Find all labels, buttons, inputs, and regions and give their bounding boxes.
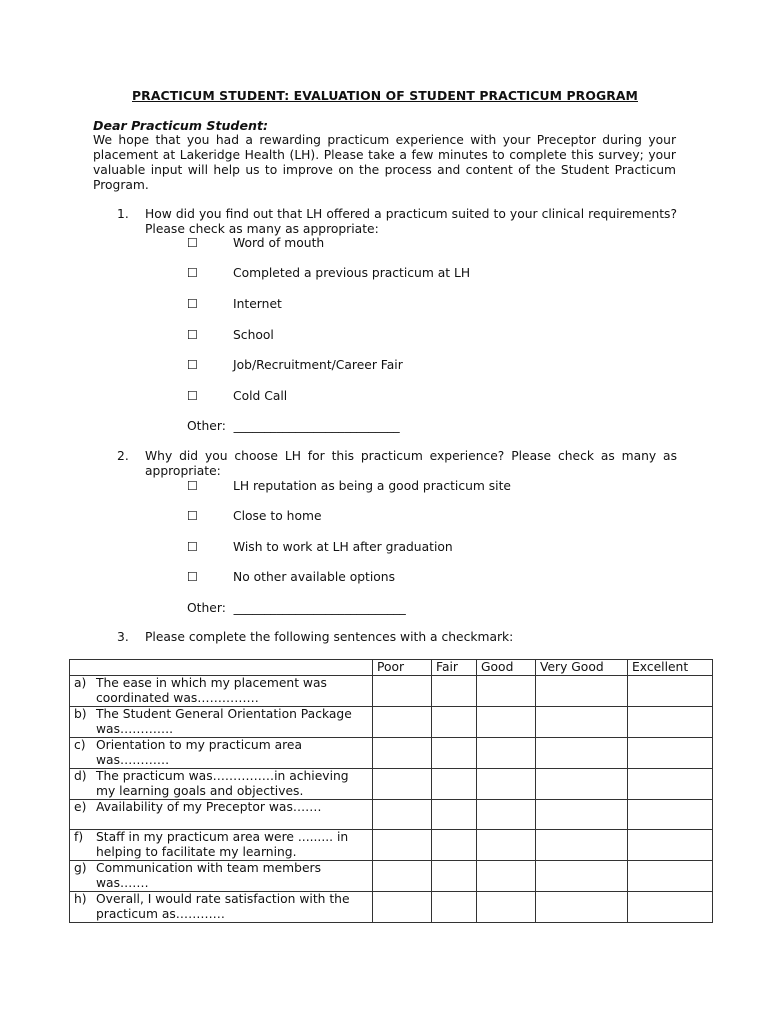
option-label: Cold Call [233, 389, 288, 403]
header-blank [70, 660, 373, 676]
option-label: School [233, 328, 274, 342]
q2-option[interactable] [187, 570, 395, 585]
rating-cell-fair[interactable] [432, 707, 477, 738]
option-label: Job/Recruitment/Career Fair [233, 358, 403, 372]
q2-option[interactable] [187, 479, 511, 494]
row-letter: g) [74, 861, 87, 875]
rating-cell-very-good[interactable] [536, 769, 628, 800]
question-text: How did you find out that LH offered a practicum suited to your clinical requirements? Please check as many as appropriate: [145, 207, 677, 236]
rating-cell-good[interactable] [477, 676, 536, 707]
row-text: Availability of my Preceptor was……. [96, 800, 322, 814]
rating-cell-good[interactable] [477, 892, 536, 923]
rating-cell-fair[interactable] [432, 830, 477, 861]
table-row [70, 707, 713, 738]
question-number: 1. [117, 207, 129, 221]
checkbox-icon[interactable]: ☐ [187, 236, 199, 250]
rating-cell-poor[interactable] [373, 769, 432, 800]
row-text: The Student General Orientation Package was…………. [96, 707, 352, 736]
option-label: Word of mouth [233, 236, 325, 250]
row-letter: f) [74, 830, 84, 844]
option-label: Close to home [233, 509, 322, 523]
table-row [70, 676, 713, 707]
rating-cell-good[interactable] [477, 738, 536, 769]
rating-cell-fair[interactable] [432, 800, 477, 830]
row-letter: d) [74, 769, 87, 783]
header-poor: Poor [373, 660, 432, 676]
q2-option[interactable] [187, 540, 453, 555]
row-text: Overall, I would rate satisfaction with the practicum as………… [96, 892, 350, 921]
rating-cell-excellent[interactable] [628, 738, 713, 769]
q1-option[interactable] [187, 389, 287, 404]
option-label: Completed a previous practicum at LH [233, 266, 471, 280]
checkbox-icon[interactable]: ☐ [187, 358, 199, 372]
header-good: Good [477, 660, 536, 676]
rating-cell-good[interactable] [477, 830, 536, 861]
row-label [70, 861, 373, 892]
question-text: Why did you choose LH for this practicum experience? Please check as many as appropriate: [145, 449, 677, 478]
rating-cell-fair[interactable] [432, 769, 477, 800]
rating-cell-excellent[interactable] [628, 861, 713, 892]
rating-cell-fair[interactable] [432, 676, 477, 707]
checkbox-icon[interactable]: ☐ [187, 389, 199, 403]
row-label [70, 676, 373, 707]
checkbox-icon[interactable]: ☐ [187, 297, 199, 311]
row-label [70, 738, 373, 769]
row-text: Staff in my practicum area were ......... in helping to facilitate my learning. [96, 830, 349, 859]
rating-cell-very-good[interactable] [536, 861, 628, 892]
row-text: Orientation to my practicum area was………… [96, 738, 303, 767]
option-label: No other available options [233, 570, 396, 584]
rating-cell-very-good[interactable] [536, 738, 628, 769]
q1-option[interactable] [187, 236, 324, 251]
document-title: PRACTICUM STUDENT: EVALUATION OF STUDENT PRACTICUM PROGRAM [132, 88, 638, 103]
rating-cell-very-good[interactable] [536, 830, 628, 861]
rating-cell-very-good[interactable] [536, 707, 628, 738]
question-number: 3. [117, 630, 129, 644]
question-text: Please complete the following sentences with a checkmark: [145, 630, 514, 644]
q2-option[interactable] [187, 509, 322, 524]
row-label [70, 707, 373, 738]
header-very-good: Very Good [536, 660, 628, 676]
header-fair: Fair [432, 660, 477, 676]
question-3 [117, 630, 677, 645]
rating-cell-excellent[interactable] [628, 892, 713, 923]
checkbox-icon[interactable]: ☐ [187, 266, 199, 280]
row-text: The practicum was……………in achieving my learning goals and objectives. [96, 769, 349, 798]
rating-table [69, 659, 713, 923]
q1-option[interactable] [187, 297, 282, 312]
rating-cell-poor[interactable] [373, 676, 432, 707]
rating-cell-excellent[interactable] [628, 676, 713, 707]
row-label [70, 830, 373, 861]
rating-cell-excellent[interactable] [628, 769, 713, 800]
rating-cell-fair[interactable] [432, 861, 477, 892]
question-number: 2. [117, 449, 129, 463]
row-letter: h) [74, 892, 87, 906]
checkbox-icon[interactable]: ☐ [187, 509, 199, 523]
row-letter: a) [74, 676, 87, 690]
table-row [70, 861, 713, 892]
rating-cell-good[interactable] [477, 707, 536, 738]
table-row [70, 800, 713, 830]
option-label: LH reputation as being a good practicum site [233, 479, 511, 493]
rating-cell-excellent[interactable] [628, 707, 713, 738]
row-text: Communication with team members was……. [96, 861, 321, 890]
table-row [70, 769, 713, 800]
header-excellent: Excellent [628, 660, 713, 676]
table-header-row [70, 660, 713, 676]
checkbox-icon[interactable]: ☐ [187, 328, 199, 342]
q1-other-field[interactable]: Other: ___________________________ [187, 419, 400, 433]
table-row [70, 738, 713, 769]
rating-cell-good[interactable] [477, 800, 536, 830]
rating-cell-fair[interactable] [432, 892, 477, 923]
row-label [70, 800, 373, 830]
row-text: The ease in which my placement was coordinated was…………… [96, 676, 327, 705]
table-row [70, 830, 713, 861]
checkbox-icon[interactable]: ☐ [187, 540, 199, 554]
row-letter: c) [74, 738, 86, 752]
table-row [70, 892, 713, 923]
rating-cell-poor[interactable] [373, 800, 432, 830]
intro-paragraph: We hope that you had a rewarding practicum experience with your Preceptor during your placement at Lakeridge Health (LH). Please take a few minutes to complete this survey; your valuable input will help us to improve on the process and content of the Student Practicum Program. [93, 133, 676, 192]
rating-cell-excellent[interactable] [628, 800, 713, 830]
rating-cell-poor[interactable] [373, 892, 432, 923]
checkbox-icon[interactable]: ☐ [187, 479, 199, 493]
rating-cell-good[interactable] [477, 861, 536, 892]
option-label: Internet [233, 297, 282, 311]
rating-cell-poor[interactable] [373, 861, 432, 892]
row-letter: e) [74, 800, 87, 814]
q2-other-field[interactable]: Other: ____________________________ [187, 601, 406, 615]
rating-cell-poor[interactable] [373, 738, 432, 769]
q1-option[interactable] [187, 266, 470, 281]
rating-cell-very-good[interactable] [536, 800, 628, 830]
rating-cell-very-good[interactable] [536, 676, 628, 707]
question-1 [117, 207, 677, 237]
greeting: Dear Practicum Student: [93, 118, 269, 133]
row-label [70, 892, 373, 923]
q1-option[interactable] [187, 328, 274, 343]
option-label: Wish to work at LH after graduation [233, 540, 453, 554]
rating-cell-good[interactable] [477, 769, 536, 800]
rating-cell-fair[interactable] [432, 738, 477, 769]
rating-cell-poor[interactable] [373, 830, 432, 861]
rating-cell-very-good[interactable] [536, 892, 628, 923]
checkbox-icon[interactable]: ☐ [187, 570, 199, 584]
q1-option[interactable] [187, 358, 403, 373]
row-label [70, 769, 373, 800]
question-2 [117, 449, 677, 479]
rating-cell-excellent[interactable] [628, 830, 713, 861]
row-letter: b) [74, 707, 87, 721]
rating-cell-poor[interactable] [373, 707, 432, 738]
